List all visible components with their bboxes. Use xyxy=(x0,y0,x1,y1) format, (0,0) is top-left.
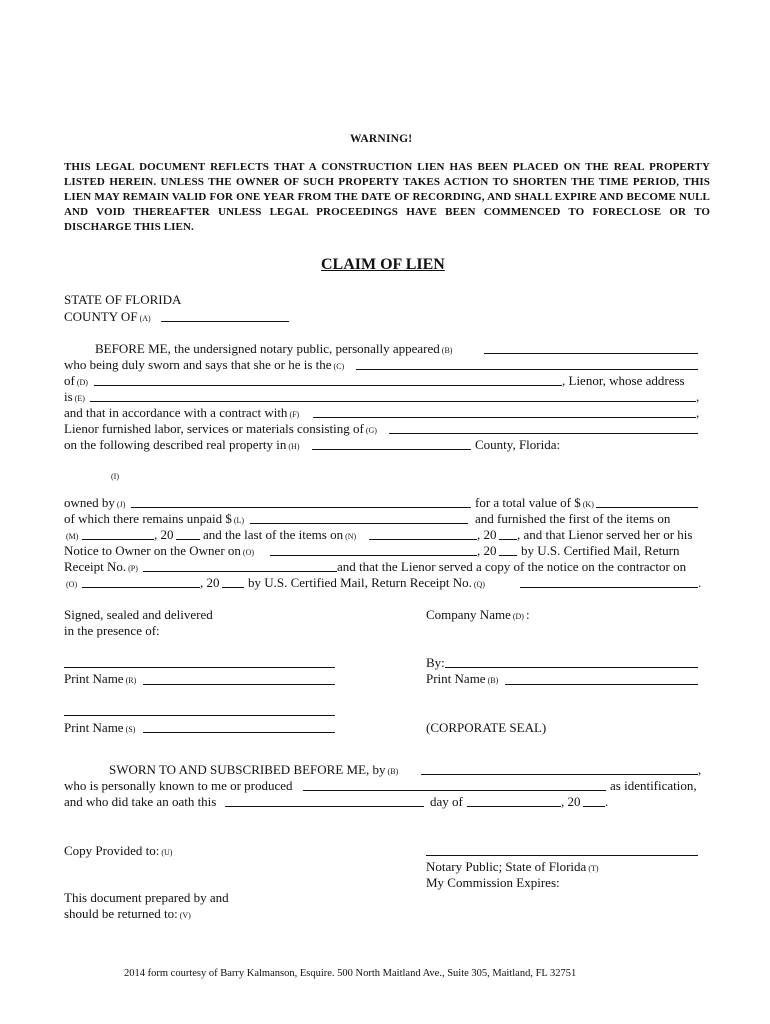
print-name-b-field[interactable] xyxy=(505,684,698,685)
furnished-first-text: and furnished the first of the items on xyxy=(475,511,671,526)
commission-label: My Commission Expires: xyxy=(426,875,560,890)
owned-by-text: owned by (J) xyxy=(64,495,126,510)
comma: , xyxy=(698,762,702,777)
state-label: STATE OF FLORIDA xyxy=(64,292,182,307)
returned-to-text: should be returned to: (V) xyxy=(64,906,191,921)
unpaid-field[interactable] xyxy=(250,523,468,524)
identification-field[interactable] xyxy=(303,790,606,791)
signed-text: Signed, sealed and delivered xyxy=(64,607,213,622)
contractor-date-field[interactable] xyxy=(82,587,200,588)
year-prefix: , 20 xyxy=(154,527,174,542)
county-florida-text: County, Florida: xyxy=(475,437,561,452)
print-name-r-field[interactable] xyxy=(143,684,335,685)
before-me-text: BEFORE ME, the undersigned notary public, personally appeared (B) xyxy=(95,341,453,356)
print-name-r-label: Print Name (R) xyxy=(64,671,137,686)
lienor-field[interactable] xyxy=(94,385,562,386)
notice-owner-text: Notice to Owner on the Owner on (O) xyxy=(64,543,255,558)
m-marker: (M) xyxy=(66,532,79,541)
first-year-field[interactable] xyxy=(176,539,200,540)
first-date-field[interactable] xyxy=(82,539,154,540)
affiant-field[interactable] xyxy=(484,353,698,354)
contract-field[interactable] xyxy=(313,417,696,418)
unpaid-text: of which there remains unpaid $ (L) xyxy=(64,511,245,526)
is-text: is (E) xyxy=(64,389,85,404)
contractor-year-field[interactable] xyxy=(222,587,244,588)
document-title: CLAIM OF LIEN xyxy=(321,256,445,273)
period: . xyxy=(698,575,702,590)
print-name-s-field[interactable] xyxy=(143,732,335,733)
county-field[interactable] xyxy=(161,321,289,322)
oath-text: and who did take an oath this xyxy=(64,794,217,809)
of-text: of (D) xyxy=(64,373,88,388)
print-name-b-label: Print Name (B) xyxy=(426,671,499,686)
legal-description-marker: (I) xyxy=(111,472,119,481)
copy-provided-text: Copy Provided to: (U) xyxy=(64,843,173,858)
notary-label: Notary Public; State of Florida (T) xyxy=(426,859,599,874)
o-marker: (O) xyxy=(66,580,78,589)
notice-year-field[interactable] xyxy=(499,555,517,556)
comma: , xyxy=(696,389,700,404)
notice-date-field[interactable] xyxy=(270,555,477,556)
year-prefix: , 20 xyxy=(477,527,497,542)
contractor-receipt-field[interactable] xyxy=(520,587,698,588)
known-text: who is personally known to me or produced xyxy=(64,778,293,793)
year-prefix: , 20 xyxy=(561,794,581,809)
by-signature-field[interactable] xyxy=(445,667,698,668)
certified-receipt-text: by U.S. Certified Mail, Return Receipt No. (Q) xyxy=(248,575,485,590)
by-certified-text: by U.S. Certified Mail, Return xyxy=(521,543,680,558)
last-year-field[interactable] xyxy=(499,539,517,540)
prepared-by-text: This document prepared by and xyxy=(64,890,229,905)
owner-field[interactable] xyxy=(131,507,471,508)
sworn-text: who being duly sworn and says that she or he is the (C) xyxy=(64,357,345,372)
by-label: By: xyxy=(426,655,445,670)
contract-text: and that in accordance with a contract with (F) xyxy=(64,405,300,420)
described-text: on the following described real property in (H) xyxy=(64,437,300,452)
oath-month-field[interactable] xyxy=(467,806,561,807)
lienor-address-text: , Lienor, whose address xyxy=(562,373,685,388)
as-identification-text: as identification, xyxy=(610,778,697,793)
total-value-text: for a total value of $ (K) xyxy=(475,495,594,510)
comma: , xyxy=(696,405,700,420)
served-contractor-text: and that the Lienor served a copy of the notice on the contractor on xyxy=(337,559,687,574)
witness2-signature-field[interactable] xyxy=(64,715,335,716)
receipt-no-text: Receipt No. (P) xyxy=(64,559,138,574)
corporate-seal-label: (CORPORATE SEAL) xyxy=(426,720,547,735)
print-name-s-label: Print Name (S) xyxy=(64,720,136,735)
furnished-text: Lienor furnished labor, services or materials consisting of (G) xyxy=(64,421,377,436)
county-property-field[interactable] xyxy=(312,449,471,450)
year-prefix: , 20 xyxy=(477,543,497,558)
served-text: , and that Lienor served her or his xyxy=(517,527,693,542)
witness1-signature-field[interactable] xyxy=(64,667,335,668)
sworn-by-field[interactable] xyxy=(421,774,698,775)
company-name-label: Company Name (D) : xyxy=(426,607,530,622)
oath-year-field[interactable] xyxy=(583,806,605,807)
period: . xyxy=(605,794,609,809)
warning-title: WARNING! xyxy=(350,133,413,145)
address-field[interactable] xyxy=(90,401,696,402)
presence-text: in the presence of: xyxy=(64,623,160,638)
total-value-field[interactable] xyxy=(596,507,698,508)
last-date-field[interactable] xyxy=(369,539,477,540)
notary-signature-field[interactable] xyxy=(426,855,698,856)
day-of-text: day of xyxy=(430,794,463,809)
year-prefix: , 20 xyxy=(200,575,220,590)
footer-credit: 2014 form courtesy of Barry Kalmanson, Esquire. 500 North Maitland Ave., Suite 305, Maitland, FL 32751 xyxy=(124,968,577,979)
county-label: COUNTY OF (A) xyxy=(64,309,151,324)
oath-day-field[interactable] xyxy=(225,806,424,807)
warning-body: THIS LEGAL DOCUMENT REFLECTS THAT A CONSTRUCTION LIEN HAS BEEN PLACED ON THE REAL PROPERTY LISTED HEREIN. UNLESS THE OWNER OF SUCH PROPERTY TAKES ACTION TO SHORTEN THE TIME PERIOD, THIS LIEN MAY REMAIN VALID FOR ONE YEAR FROM THE DATE OF RECORDING, AND SHALL EXPIRE AND BECOME NULL AND VOID THEREAFTER UNLESS LEGAL PROCEEDINGS HAVE BEEN COMMENCED TO FORECLOSE OR TO DISCHARGE THIS LIEN. xyxy=(64,161,710,233)
materials-field[interactable] xyxy=(389,433,698,434)
title-field[interactable] xyxy=(356,369,698,370)
last-items-text: and the last of the items on (N) xyxy=(203,527,357,542)
sworn-subscribed-text: SWORN TO AND SUBSCRIBED BEFORE ME, by (B) xyxy=(109,762,399,777)
receipt-field[interactable] xyxy=(143,571,337,572)
